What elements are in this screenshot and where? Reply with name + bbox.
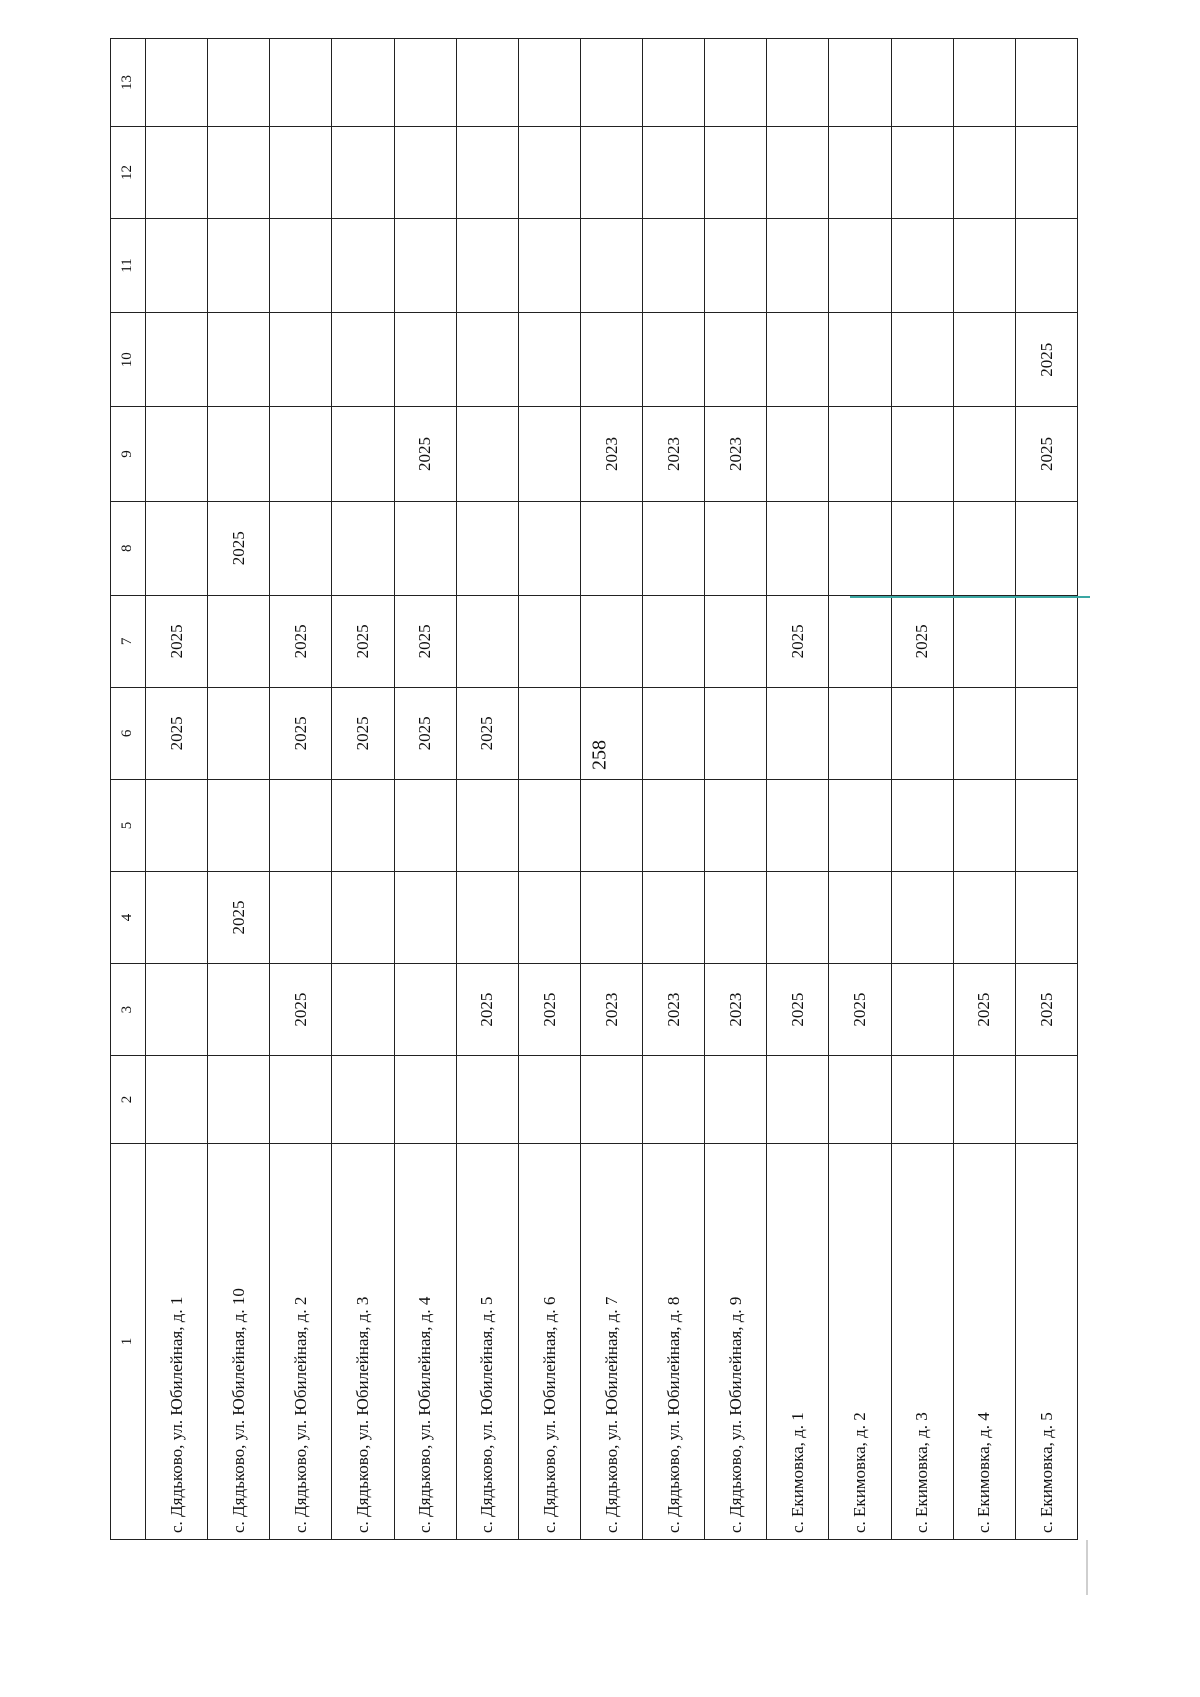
year-cell-col-5 (456, 779, 518, 871)
address-cell: с. Дядьково, ул. Юбилейная, д. 3 (332, 1143, 394, 1539)
year-cell-col-3: 2023 (643, 964, 705, 1056)
table-row (394, 39, 456, 1540)
year-cell-col-10 (643, 313, 705, 407)
year-cell-col-7 (953, 595, 1015, 687)
year-cell-col-7: 2025 (332, 595, 394, 687)
address-cell: с. Дядьково, ул. Юбилейная, д. 4 (394, 1143, 456, 1539)
year-cell-col-4 (270, 871, 332, 963)
year-cell-col-13 (1015, 39, 1077, 127)
address-cell: с. Дядьково, ул. Юбилейная, д. 1 (146, 1143, 208, 1539)
year-cell-col-12 (146, 126, 208, 218)
year-cell-col-3: 2025 (829, 964, 891, 1056)
year-cell-col-9: 2025 (1015, 407, 1077, 501)
year-cell-col-5 (767, 779, 829, 871)
year-cell-col-3: 2023 (705, 964, 767, 1056)
year-cell-col-12 (456, 126, 518, 218)
year-cell-col-9 (953, 407, 1015, 501)
year-cell-col-8 (146, 501, 208, 595)
year-cell-col-8 (456, 501, 518, 595)
year-cell-col-5 (705, 779, 767, 871)
year-cell-col-7 (829, 595, 891, 687)
year-cell-col-12 (580, 126, 642, 218)
year-cell-col-6 (767, 687, 829, 779)
table-row (332, 39, 394, 1540)
year-cell-col-4 (394, 871, 456, 963)
year-cell-col-8 (394, 501, 456, 595)
year-cell-col-3: 2025 (270, 964, 332, 1056)
year-cell-col-2 (146, 1056, 208, 1144)
year-cell-col-9: 2023 (705, 407, 767, 501)
table-row (580, 39, 642, 1540)
year-cell-col-11 (208, 218, 270, 312)
year-cell-col-4 (829, 871, 891, 963)
address-cell: с. Дядьково, ул. Юбилейная, д. 9 (705, 1143, 767, 1539)
year-cell-col-13 (767, 39, 829, 127)
year-cell-col-6 (705, 687, 767, 779)
year-cell-col-11 (705, 218, 767, 312)
year-cell-col-4 (456, 871, 518, 963)
year-cell-col-5 (208, 779, 270, 871)
year-cell-col-13 (829, 39, 891, 127)
schedule-table (110, 38, 1078, 1540)
year-cell-col-7 (705, 595, 767, 687)
table-row (891, 39, 953, 1540)
year-cell-col-10 (208, 313, 270, 407)
year-cell-col-6: 2025 (456, 687, 518, 779)
year-cell-col-3 (394, 964, 456, 1056)
year-cell-col-13 (394, 39, 456, 127)
year-cell-col-13 (270, 39, 332, 127)
table-row (953, 39, 1015, 1540)
year-cell-col-12 (767, 126, 829, 218)
year-cell-col-10 (705, 313, 767, 407)
year-cell-col-4 (146, 871, 208, 963)
year-cell-col-2 (767, 1056, 829, 1144)
year-cell-col-5 (643, 779, 705, 871)
year-cell-col-8 (1015, 501, 1077, 595)
year-cell-col-12 (891, 126, 953, 218)
table-row (1015, 39, 1077, 1540)
year-cell-col-5 (394, 779, 456, 871)
year-cell-col-3 (332, 964, 394, 1056)
year-cell-col-7: 2025 (146, 595, 208, 687)
year-cell-col-11 (456, 218, 518, 312)
address-cell: с. Дядьково, ул. Юбилейная, д. 10 (208, 1143, 270, 1539)
year-cell-col-2 (518, 1056, 580, 1144)
table-body (146, 39, 1078, 1540)
year-cell-col-11 (332, 218, 394, 312)
year-cell-col-11 (1015, 218, 1077, 312)
year-cell-col-13 (518, 39, 580, 127)
column-header-11: 11 (111, 218, 146, 312)
year-cell-col-8 (643, 501, 705, 595)
year-cell-col-7: 2025 (767, 595, 829, 687)
address-cell: с. Дядьково, ул. Юбилейная, д. 8 (643, 1143, 705, 1539)
year-cell-col-9 (270, 407, 332, 501)
year-cell-col-7: 2025 (394, 595, 456, 687)
year-cell-col-11 (270, 218, 332, 312)
year-cell-col-12 (643, 126, 705, 218)
year-cell-col-9 (891, 407, 953, 501)
table-row (208, 39, 270, 1540)
year-cell-col-10: 2025 (1015, 313, 1077, 407)
year-cell-col-11 (891, 218, 953, 312)
year-cell-col-13 (208, 39, 270, 127)
year-cell-col-5 (953, 779, 1015, 871)
column-header-13: 13 (111, 39, 146, 127)
year-cell-col-7: 2025 (270, 595, 332, 687)
year-cell-col-2 (270, 1056, 332, 1144)
year-cell-col-10 (580, 313, 642, 407)
year-cell-col-2 (643, 1056, 705, 1144)
year-cell-col-13 (580, 39, 642, 127)
table-row (518, 39, 580, 1540)
column-header-12: 12 (111, 126, 146, 218)
year-cell-col-4 (332, 871, 394, 963)
year-cell-col-7 (643, 595, 705, 687)
year-cell-col-3: 2025 (1015, 964, 1077, 1056)
address-cell: с. Екимовка, д. 3 (891, 1143, 953, 1539)
year-cell-col-12 (518, 126, 580, 218)
year-cell-col-6 (891, 687, 953, 779)
year-cell-col-12 (829, 126, 891, 218)
year-cell-col-9 (829, 407, 891, 501)
year-cell-col-5 (146, 779, 208, 871)
address-cell: с. Екимовка, д. 2 (829, 1143, 891, 1539)
year-cell-col-3 (208, 964, 270, 1056)
address-cell: с. Екимовка, д. 1 (767, 1143, 829, 1539)
column-header-4: 4 (111, 871, 146, 963)
column-header-5: 5 (111, 779, 146, 871)
year-cell-col-10 (829, 313, 891, 407)
year-cell-col-2 (891, 1056, 953, 1144)
year-cell-col-12 (394, 126, 456, 218)
year-cell-col-2 (580, 1056, 642, 1144)
year-cell-col-10 (767, 313, 829, 407)
year-cell-col-10 (394, 313, 456, 407)
year-cell-col-3 (891, 964, 953, 1056)
address-cell: с. Дядьково, ул. Юбилейная, д. 7 (580, 1143, 642, 1539)
year-cell-col-2 (705, 1056, 767, 1144)
table-row (829, 39, 891, 1540)
year-cell-col-6 (580, 687, 642, 779)
year-cell-col-4: 2025 (208, 871, 270, 963)
year-cell-col-9 (332, 407, 394, 501)
table-row (270, 39, 332, 1540)
year-cell-col-12 (705, 126, 767, 218)
year-cell-col-3: 2025 (953, 964, 1015, 1056)
year-cell-col-7 (456, 595, 518, 687)
year-cell-col-11 (767, 218, 829, 312)
year-cell-col-11 (953, 218, 1015, 312)
scan-edge-mark (1086, 1540, 1088, 1595)
year-cell-col-9 (146, 407, 208, 501)
year-cell-col-10 (270, 313, 332, 407)
year-cell-col-4 (767, 871, 829, 963)
year-cell-col-8 (953, 501, 1015, 595)
year-cell-col-8 (705, 501, 767, 595)
year-cell-col-9 (208, 407, 270, 501)
address-cell: с. Дядьково, ул. Юбилейная, д. 6 (518, 1143, 580, 1539)
year-cell-col-3: 2025 (456, 964, 518, 1056)
year-cell-col-11 (394, 218, 456, 312)
year-cell-col-6 (208, 687, 270, 779)
year-cell-col-3: 2023 (580, 964, 642, 1056)
year-cell-col-11 (518, 218, 580, 312)
year-cell-col-4 (518, 871, 580, 963)
year-cell-col-2 (394, 1056, 456, 1144)
year-cell-col-13 (643, 39, 705, 127)
year-cell-col-5 (1015, 779, 1077, 871)
year-cell-col-8 (270, 501, 332, 595)
year-cell-col-7 (208, 595, 270, 687)
year-cell-col-7 (580, 595, 642, 687)
year-cell-col-2 (953, 1056, 1015, 1144)
scan-artifact-line (850, 596, 1090, 598)
year-cell-col-5 (270, 779, 332, 871)
year-cell-col-10 (456, 313, 518, 407)
year-cell-col-9 (456, 407, 518, 501)
table-row (643, 39, 705, 1540)
year-cell-col-6 (1015, 687, 1077, 779)
year-cell-col-7 (1015, 595, 1077, 687)
column-header-10: 10 (111, 313, 146, 407)
year-cell-col-9 (518, 407, 580, 501)
year-cell-col-8: 2025 (208, 501, 270, 595)
year-cell-col-2 (456, 1056, 518, 1144)
header-row (111, 39, 146, 1540)
year-cell-col-8 (580, 501, 642, 595)
column-header-9: 9 (111, 407, 146, 501)
year-cell-col-10 (891, 313, 953, 407)
year-cell-col-5 (829, 779, 891, 871)
column-header-6: 6 (111, 687, 146, 779)
year-cell-col-2 (1015, 1056, 1077, 1144)
year-cell-col-8 (829, 501, 891, 595)
year-cell-col-2 (208, 1056, 270, 1144)
year-cell-col-12 (332, 126, 394, 218)
year-cell-col-11 (580, 218, 642, 312)
year-cell-col-13 (146, 39, 208, 127)
column-header-7: 7 (111, 595, 146, 687)
year-cell-col-6 (953, 687, 1015, 779)
table-row (456, 39, 518, 1540)
year-cell-col-3 (146, 964, 208, 1056)
table-row (767, 39, 829, 1540)
year-cell-col-10 (953, 313, 1015, 407)
year-cell-col-6: 2025 (270, 687, 332, 779)
year-cell-col-11 (829, 218, 891, 312)
year-cell-col-4 (643, 871, 705, 963)
year-cell-col-9: 2025 (394, 407, 456, 501)
year-cell-col-13 (456, 39, 518, 127)
year-cell-col-4 (705, 871, 767, 963)
year-cell-col-5 (580, 779, 642, 871)
year-cell-col-6 (518, 687, 580, 779)
year-cell-col-12 (1015, 126, 1077, 218)
year-cell-col-10 (518, 313, 580, 407)
column-header-8: 8 (111, 501, 146, 595)
year-cell-col-3: 2025 (767, 964, 829, 1056)
year-cell-col-3: 2025 (518, 964, 580, 1056)
year-cell-col-6: 2025 (332, 687, 394, 779)
year-cell-col-6 (643, 687, 705, 779)
year-cell-col-4 (953, 871, 1015, 963)
year-cell-col-9: 2023 (580, 407, 642, 501)
table-row (146, 39, 208, 1540)
year-cell-col-9 (767, 407, 829, 501)
year-cell-col-13 (332, 39, 394, 127)
year-cell-col-13 (705, 39, 767, 127)
year-cell-col-9: 2023 (643, 407, 705, 501)
year-cell-col-4 (580, 871, 642, 963)
table-row (705, 39, 767, 1540)
year-cell-col-12 (208, 126, 270, 218)
column-header-2: 2 (111, 1056, 146, 1144)
year-cell-col-6: 2025 (394, 687, 456, 779)
year-cell-col-12 (270, 126, 332, 218)
year-cell-col-8 (767, 501, 829, 595)
address-cell: с. Екимовка, д. 5 (1015, 1143, 1077, 1539)
year-cell-col-8 (518, 501, 580, 595)
column-header-3: 3 (111, 964, 146, 1056)
year-cell-col-13 (953, 39, 1015, 127)
address-cell: с. Екимовка, д. 4 (953, 1143, 1015, 1539)
page-number: 258 (588, 740, 611, 770)
column-header-1: 1 (111, 1143, 146, 1539)
year-cell-col-10 (332, 313, 394, 407)
year-cell-col-7: 2025 (891, 595, 953, 687)
address-cell: с. Дядьково, ул. Юбилейная, д. 2 (270, 1143, 332, 1539)
year-cell-col-11 (643, 218, 705, 312)
year-cell-col-11 (146, 218, 208, 312)
year-cell-col-4 (1015, 871, 1077, 963)
year-cell-col-10 (146, 313, 208, 407)
year-cell-col-12 (953, 126, 1015, 218)
year-cell-col-6 (829, 687, 891, 779)
year-cell-col-5 (891, 779, 953, 871)
year-cell-col-5 (332, 779, 394, 871)
year-cell-col-4 (891, 871, 953, 963)
year-cell-col-5 (518, 779, 580, 871)
year-cell-col-2 (332, 1056, 394, 1144)
year-cell-col-13 (891, 39, 953, 127)
address-cell: с. Дядьково, ул. Юбилейная, д. 5 (456, 1143, 518, 1539)
year-cell-col-8 (891, 501, 953, 595)
year-cell-col-6: 2025 (146, 687, 208, 779)
rotated-table-container (110, 38, 1078, 1540)
year-cell-col-2 (829, 1056, 891, 1144)
year-cell-col-8 (332, 501, 394, 595)
year-cell-col-7 (518, 595, 580, 687)
